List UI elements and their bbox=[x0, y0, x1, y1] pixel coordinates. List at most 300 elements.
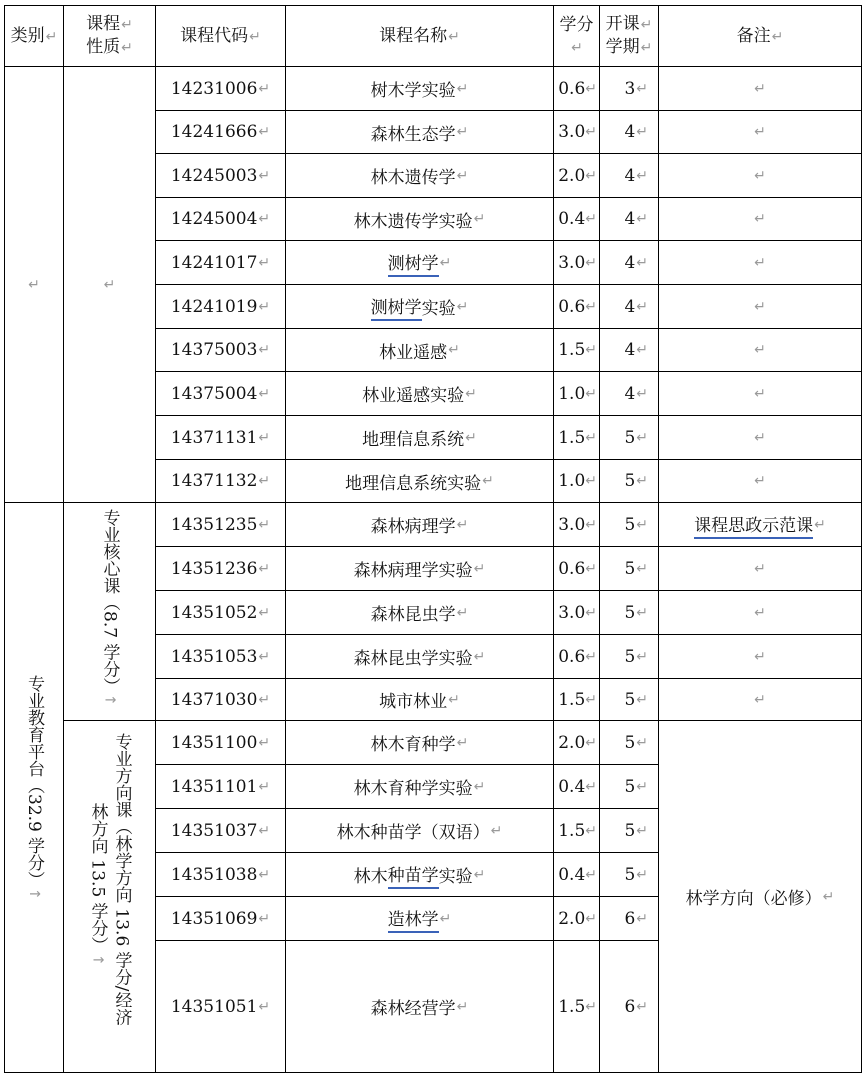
course-remark bbox=[659, 372, 861, 415]
platform-label bbox=[22, 675, 46, 900]
course-semester-text: 5 bbox=[624, 820, 636, 841]
course-name bbox=[286, 154, 553, 197]
course-code bbox=[156, 941, 285, 1072]
course-name-text: 林木育种学实验 bbox=[353, 779, 473, 799]
paragraph-mark: ↵ bbox=[585, 604, 597, 621]
course-name-suffix: 实验 bbox=[421, 299, 456, 319]
empty-cell-mark: ↵ bbox=[103, 276, 116, 293]
paragraph-mark: ↵ bbox=[636, 560, 648, 577]
table-rule bbox=[4, 1072, 862, 1073]
paragraph-mark: ↵ bbox=[439, 910, 452, 927]
paragraph-mark: ↵ bbox=[636, 822, 648, 839]
empty-cell-mark: ↵ bbox=[754, 167, 766, 184]
course-code bbox=[156, 372, 285, 415]
paragraph-mark: ↵ bbox=[258, 473, 271, 489]
empty-cell-mark: ↵ bbox=[754, 691, 766, 708]
paragraph-mark: ↵ bbox=[636, 691, 648, 708]
course-semester bbox=[600, 285, 658, 328]
course-semester-text: 4 bbox=[624, 122, 636, 142]
course-remark bbox=[659, 241, 861, 284]
empty-cell-mark: ↵ bbox=[754, 342, 766, 358]
paragraph-mark: ↵ bbox=[258, 560, 271, 577]
paragraph-mark: ↵ bbox=[448, 691, 460, 708]
paragraph-mark: ↵ bbox=[636, 516, 648, 533]
paragraph-mark: ↵ bbox=[258, 998, 271, 1015]
course-remark bbox=[659, 329, 861, 371]
paragraph-mark: ↵ bbox=[585, 385, 597, 402]
course-semester bbox=[600, 329, 658, 371]
paragraph-mark: ↵ bbox=[258, 254, 271, 271]
header-name bbox=[286, 6, 553, 66]
empty-cell-mark: ↵ bbox=[754, 473, 766, 489]
core-label-text: 专业核心课（8.7 学分） bbox=[99, 509, 120, 695]
course-credit bbox=[554, 547, 599, 590]
course-code bbox=[156, 503, 285, 546]
paragraph-mark: ↵ bbox=[585, 998, 597, 1015]
empty-cell-mark: ↵ bbox=[754, 385, 766, 402]
course-name-text: 地理信息系统实验 bbox=[345, 473, 482, 494]
header-code-text bbox=[180, 25, 261, 48]
course-name-suffix: 实验 bbox=[438, 867, 473, 887]
paragraph-mark: ↵ bbox=[465, 385, 477, 402]
course-code-text: 14245004 bbox=[170, 209, 258, 229]
course-credit-text: 1.5 bbox=[558, 820, 586, 841]
course-code-text: 14241666 bbox=[170, 122, 258, 142]
course-credit bbox=[554, 329, 599, 371]
direction-nature-cell bbox=[64, 721, 155, 1072]
paragraph-mark: ↵ bbox=[636, 648, 648, 665]
course-code-text: 14351053 bbox=[170, 646, 258, 667]
header-remark-text bbox=[737, 25, 784, 48]
course-name-text: 树木学实验 bbox=[370, 81, 456, 101]
course-remark bbox=[659, 416, 861, 459]
course-credit-text: 2.0 bbox=[558, 732, 586, 753]
paragraph-mark: ↵ bbox=[258, 385, 271, 402]
header-semester-line-text: 开课 bbox=[605, 14, 640, 34]
course-semester-text: 4 bbox=[624, 383, 636, 404]
paragraph-mark: ↵ bbox=[636, 80, 648, 97]
paragraph-mark: ↵ bbox=[473, 866, 486, 883]
course-code bbox=[156, 67, 285, 110]
course-remark bbox=[659, 547, 861, 590]
paragraph-mark: ↵ bbox=[258, 429, 271, 446]
course-semester-text: 5 bbox=[624, 732, 636, 753]
course-credit-text: 1.5 bbox=[558, 996, 586, 1017]
empty-cell-mark: ↵ bbox=[754, 211, 766, 227]
course-semester-text: 5 bbox=[624, 776, 636, 797]
course-credit bbox=[554, 198, 599, 240]
paragraph-mark: ↵ bbox=[585, 124, 597, 140]
course-name-text: 林业遥感实验 bbox=[362, 386, 465, 406]
paragraph-mark: ↵ bbox=[448, 342, 460, 358]
course-semester bbox=[600, 547, 658, 590]
paragraph-mark: ↵ bbox=[585, 822, 597, 839]
header-semester-text bbox=[606, 13, 653, 59]
header-remark bbox=[659, 6, 861, 66]
course-code-text: 14351236 bbox=[170, 558, 258, 579]
course-name-text: 城市林业 bbox=[379, 692, 448, 712]
paragraph-mark: ↵ bbox=[585, 254, 597, 271]
course-code bbox=[156, 765, 285, 808]
course-name bbox=[286, 111, 553, 153]
paragraph-mark: ↵ bbox=[636, 866, 648, 883]
course-credit-text: 0.4 bbox=[558, 776, 586, 797]
empty-cell-mark: ↵ bbox=[754, 298, 766, 315]
course-semester bbox=[600, 416, 658, 459]
header-remark-label: 备注 bbox=[736, 25, 771, 46]
course-name-text: 测树学 bbox=[388, 249, 439, 277]
paragraph-mark: ↵ bbox=[456, 80, 469, 97]
course-code-text: 14241019 bbox=[170, 296, 258, 317]
paragraph-mark: ↵ bbox=[473, 211, 486, 227]
course-credit bbox=[554, 111, 599, 153]
paragraph-mark: ↵ bbox=[585, 516, 597, 533]
paragraph-mark: ↑ bbox=[26, 888, 42, 900]
course-code bbox=[156, 679, 285, 720]
header-credit bbox=[554, 6, 599, 66]
course-credit bbox=[554, 372, 599, 415]
course-semester-text: 5 bbox=[624, 864, 636, 885]
course-semester bbox=[600, 679, 658, 720]
merged-remark bbox=[659, 721, 861, 1072]
paragraph-mark: ↵ bbox=[439, 254, 452, 271]
course-semester-text: 5 bbox=[624, 646, 636, 667]
course-code-text: 14351052 bbox=[170, 602, 258, 623]
course-semester bbox=[600, 809, 658, 852]
course-credit bbox=[554, 809, 599, 852]
course-semester-text: 5 bbox=[624, 514, 636, 535]
course-code-text: 14351037 bbox=[170, 820, 258, 841]
course-credit bbox=[554, 941, 599, 1072]
course-code-text: 14371132 bbox=[170, 471, 258, 491]
course-credit-text: 1.5 bbox=[558, 689, 586, 710]
empty-cell-mark: ↵ bbox=[754, 560, 766, 577]
course-code-text: 14351038 bbox=[170, 864, 258, 885]
course-code-text: 14371030 bbox=[170, 689, 258, 710]
direction-label-text: 林方向 13.5 学分） bbox=[87, 803, 108, 954]
header-code bbox=[156, 6, 285, 66]
paragraph-mark: ↵ bbox=[258, 604, 271, 621]
course-code bbox=[156, 853, 285, 896]
paragraph-mark: ↵ bbox=[585, 778, 597, 795]
course-code bbox=[156, 547, 285, 590]
course-credit-text: 3.0 bbox=[558, 602, 586, 623]
course-credit-text: 0.6 bbox=[558, 646, 586, 667]
header-nature-line-text: 性质 bbox=[86, 37, 121, 57]
paragraph-mark: ↵ bbox=[258, 822, 271, 839]
course-name bbox=[286, 897, 553, 940]
paragraph-mark: ↵ bbox=[456, 516, 469, 533]
course-semester-text: 4 bbox=[624, 296, 636, 317]
course-name-text: 森林经营学 bbox=[370, 999, 456, 1019]
course-name bbox=[286, 198, 553, 240]
course-code-text: 14351101 bbox=[170, 776, 258, 797]
course-credit bbox=[554, 416, 599, 459]
paragraph-mark: ↑ bbox=[89, 953, 106, 966]
course-semester-text: 4 bbox=[624, 340, 636, 360]
course-semester-text: 4 bbox=[624, 252, 636, 273]
course-remark-text: 课程思政示范课 bbox=[694, 511, 813, 539]
direction-label-line bbox=[86, 733, 110, 1025]
course-remark bbox=[659, 67, 861, 110]
course-name bbox=[286, 416, 553, 459]
paragraph-mark: ↵ bbox=[258, 298, 271, 315]
paragraph-mark: ↵ bbox=[585, 910, 597, 927]
header-credit-label: 学分 bbox=[559, 14, 594, 35]
header-semester bbox=[600, 6, 658, 66]
paragraph-mark: ↵ bbox=[258, 910, 271, 927]
table-rule bbox=[861, 5, 862, 1073]
course-name-text: 造林学 bbox=[388, 905, 439, 933]
course-credit-text: 0.4 bbox=[558, 209, 586, 229]
course-semester-text: 5 bbox=[624, 558, 636, 579]
course-code bbox=[156, 721, 285, 764]
paragraph-mark: ↵ bbox=[585, 429, 597, 446]
paragraph-mark: ↵ bbox=[585, 211, 597, 227]
paragraph-mark: ↵ bbox=[636, 254, 648, 271]
paragraph-mark: ↵ bbox=[456, 298, 469, 315]
course-code bbox=[156, 809, 285, 852]
paragraph-mark: ↵ bbox=[585, 648, 597, 665]
platform-category-cell bbox=[5, 503, 63, 1072]
paragraph-mark: ↵ bbox=[258, 124, 271, 140]
blank-nature-cell bbox=[64, 67, 155, 502]
paragraph-mark: ↵ bbox=[771, 28, 784, 45]
course-semester bbox=[600, 503, 658, 546]
course-name-text: 林木育种学 bbox=[370, 735, 456, 755]
course-credit-text: 3.0 bbox=[558, 122, 586, 142]
course-credit bbox=[554, 635, 599, 678]
course-code bbox=[156, 241, 285, 284]
paragraph-mark: ↵ bbox=[258, 734, 271, 751]
course-name bbox=[286, 765, 553, 808]
course-code-text: 14351235 bbox=[170, 514, 258, 535]
header-name-text bbox=[379, 25, 460, 48]
course-name bbox=[286, 679, 553, 720]
course-code bbox=[156, 635, 285, 678]
header-semester-line-text: 学期 bbox=[605, 37, 640, 57]
course-name-prefix: 林木 bbox=[353, 867, 388, 887]
course-code-text: 14375003 bbox=[170, 340, 258, 360]
course-semester bbox=[600, 154, 658, 197]
paragraph-mark: ↵ bbox=[640, 17, 653, 33]
course-semester bbox=[600, 765, 658, 808]
course-semester-text: 5 bbox=[624, 471, 636, 491]
course-credit bbox=[554, 591, 599, 634]
course-remark bbox=[659, 635, 861, 678]
course-semester bbox=[600, 111, 658, 153]
course-semester-text: 3 bbox=[624, 78, 636, 99]
course-credit-text: 1.0 bbox=[558, 471, 586, 491]
course-credit-text: 1.5 bbox=[558, 340, 586, 360]
course-name-text: 林业遥感 bbox=[379, 342, 448, 363]
paragraph-mark: ↵ bbox=[636, 211, 648, 227]
paragraph-mark: ↵ bbox=[258, 342, 271, 358]
paragraph-mark: ↵ bbox=[822, 888, 835, 905]
course-name bbox=[286, 67, 553, 110]
paragraph-mark: ↵ bbox=[258, 691, 271, 708]
course-name bbox=[286, 635, 553, 678]
header-nature bbox=[64, 6, 155, 66]
course-remark bbox=[659, 591, 861, 634]
paragraph-mark: ↵ bbox=[121, 17, 133, 33]
paragraph-mark: ↵ bbox=[585, 560, 597, 577]
course-semester bbox=[600, 591, 658, 634]
course-remark bbox=[659, 111, 861, 153]
course-semester bbox=[600, 460, 658, 502]
course-code-text: 14231006 bbox=[170, 78, 258, 99]
course-code bbox=[156, 416, 285, 459]
course-code bbox=[156, 460, 285, 502]
course-credit-text: 0.6 bbox=[558, 558, 586, 579]
course-remark bbox=[659, 198, 861, 240]
course-semester bbox=[600, 897, 658, 940]
course-name bbox=[286, 241, 553, 284]
course-name-text: 林木遗传学实验 bbox=[353, 211, 473, 232]
course-name-text: 种苗学 bbox=[388, 861, 439, 889]
course-name bbox=[286, 547, 553, 590]
course-code bbox=[156, 198, 285, 240]
course-semester bbox=[600, 241, 658, 284]
course-credit-text: 3.0 bbox=[558, 514, 586, 535]
header-category bbox=[5, 6, 63, 66]
paragraph-mark: ↵ bbox=[636, 604, 648, 621]
course-name-text: 森林昆虫学 bbox=[370, 605, 456, 625]
course-name-text: 林木种苗学（双语） bbox=[336, 823, 490, 843]
course-name bbox=[286, 372, 553, 415]
course-credit bbox=[554, 154, 599, 197]
course-code bbox=[156, 111, 285, 153]
empty-cell-mark: ↵ bbox=[754, 124, 766, 140]
paragraph-mark: ↵ bbox=[473, 778, 486, 795]
paragraph-mark: ↑ bbox=[101, 694, 118, 707]
course-name-text: 森林昆虫学实验 bbox=[353, 649, 473, 669]
course-semester bbox=[600, 853, 658, 896]
course-credit bbox=[554, 460, 599, 502]
empty-cell-mark: ↵ bbox=[754, 604, 766, 621]
course-semester bbox=[600, 198, 658, 240]
course-name-text: 地理信息系统 bbox=[362, 430, 465, 450]
course-semester bbox=[600, 635, 658, 678]
course-credit-text: 0.6 bbox=[558, 296, 586, 317]
paragraph-mark: ↵ bbox=[473, 648, 486, 665]
paragraph-mark: ↵ bbox=[258, 648, 271, 665]
course-code bbox=[156, 591, 285, 634]
course-semester bbox=[600, 372, 658, 415]
paragraph-mark: ↵ bbox=[258, 211, 271, 227]
paragraph-mark: ↵ bbox=[448, 28, 460, 45]
paragraph-mark: ↵ bbox=[585, 734, 597, 751]
paragraph-mark: ↵ bbox=[640, 40, 653, 56]
course-code-text: 14371131 bbox=[170, 427, 258, 448]
course-name-text: 林木遗传学 bbox=[370, 168, 456, 188]
paragraph-mark: ↵ bbox=[585, 691, 597, 708]
course-semester bbox=[600, 67, 658, 110]
core-label bbox=[98, 509, 122, 706]
course-code bbox=[156, 897, 285, 940]
course-name bbox=[286, 721, 553, 764]
course-semester-text: 5 bbox=[624, 427, 636, 448]
course-credit-text: 0.4 bbox=[558, 864, 586, 885]
course-credit bbox=[554, 765, 599, 808]
course-remark bbox=[659, 285, 861, 328]
course-name-text: 森林病理学 bbox=[370, 517, 456, 537]
course-code-text: 14241017 bbox=[170, 252, 258, 273]
course-code bbox=[156, 285, 285, 328]
merged-remark-text: 林学方向（必修） bbox=[685, 889, 822, 909]
direction-label-line bbox=[110, 733, 134, 1025]
paragraph-mark: ↵ bbox=[45, 28, 58, 45]
paragraph-mark: ↵ bbox=[490, 822, 503, 839]
paragraph-mark: ↵ bbox=[636, 124, 648, 140]
course-name bbox=[286, 329, 553, 371]
course-credit bbox=[554, 679, 599, 720]
course-code bbox=[156, 154, 285, 197]
header-code-label: 课程代码 bbox=[180, 25, 249, 46]
header-nature-line bbox=[86, 36, 133, 59]
paragraph-mark: ↵ bbox=[258, 80, 271, 97]
platform-label-text: 专业教育平台（32.9 学分） bbox=[24, 675, 44, 889]
course-semester bbox=[600, 721, 658, 764]
paragraph-mark: ↵ bbox=[585, 342, 597, 358]
course-semester-text: 6 bbox=[624, 996, 636, 1017]
paragraph-mark: ↵ bbox=[585, 80, 597, 97]
course-code-text: 14351100 bbox=[170, 732, 258, 753]
empty-cell-mark: ↵ bbox=[754, 254, 766, 271]
course-semester-text: 5 bbox=[624, 602, 636, 623]
paragraph-mark: ↵ bbox=[258, 778, 271, 795]
course-semester-text: 4 bbox=[624, 165, 636, 186]
paragraph-mark: ↵ bbox=[121, 40, 133, 56]
course-credit-text: 1.0 bbox=[558, 383, 586, 404]
blank-category-cell bbox=[5, 67, 63, 502]
course-remark bbox=[659, 460, 861, 502]
course-remark bbox=[659, 503, 861, 546]
course-credit-text: 3.0 bbox=[558, 252, 586, 273]
paragraph-mark: ↵ bbox=[636, 167, 648, 184]
course-credit bbox=[554, 853, 599, 896]
empty-cell-mark: ↵ bbox=[754, 648, 766, 665]
header-semester-line bbox=[606, 36, 653, 59]
paragraph-mark: ↵ bbox=[636, 910, 648, 927]
course-credit-text: 0.6 bbox=[558, 78, 586, 99]
header-category-label: 类别 bbox=[10, 25, 45, 46]
direction-label bbox=[86, 733, 134, 1025]
course-code-text: 14245003 bbox=[170, 165, 258, 186]
paragraph-mark: ↵ bbox=[456, 604, 469, 621]
course-name bbox=[286, 460, 553, 502]
paragraph-mark: ↵ bbox=[636, 734, 648, 751]
paragraph-mark: ↵ bbox=[473, 560, 486, 577]
course-credit bbox=[554, 721, 599, 764]
paragraph-mark: ↵ bbox=[585, 473, 597, 489]
paragraph-mark: ↵ bbox=[456, 998, 469, 1015]
course-code bbox=[156, 329, 285, 371]
course-credit bbox=[554, 503, 599, 546]
paragraph-mark: ↵ bbox=[636, 429, 648, 446]
course-name bbox=[286, 941, 553, 1072]
course-code-text: 14375004 bbox=[170, 383, 258, 404]
paragraph-mark: ↵ bbox=[258, 167, 271, 184]
header-name-label: 课程名称 bbox=[379, 25, 448, 46]
course-credit bbox=[554, 67, 599, 110]
paragraph-mark: ↵ bbox=[456, 124, 469, 140]
paragraph-mark: ↵ bbox=[585, 167, 597, 184]
paragraph-mark: ↵ bbox=[814, 516, 826, 533]
course-semester-text: 5 bbox=[624, 689, 636, 710]
paragraph-mark: ↵ bbox=[456, 734, 469, 751]
paragraph-mark: ↵ bbox=[465, 429, 477, 446]
